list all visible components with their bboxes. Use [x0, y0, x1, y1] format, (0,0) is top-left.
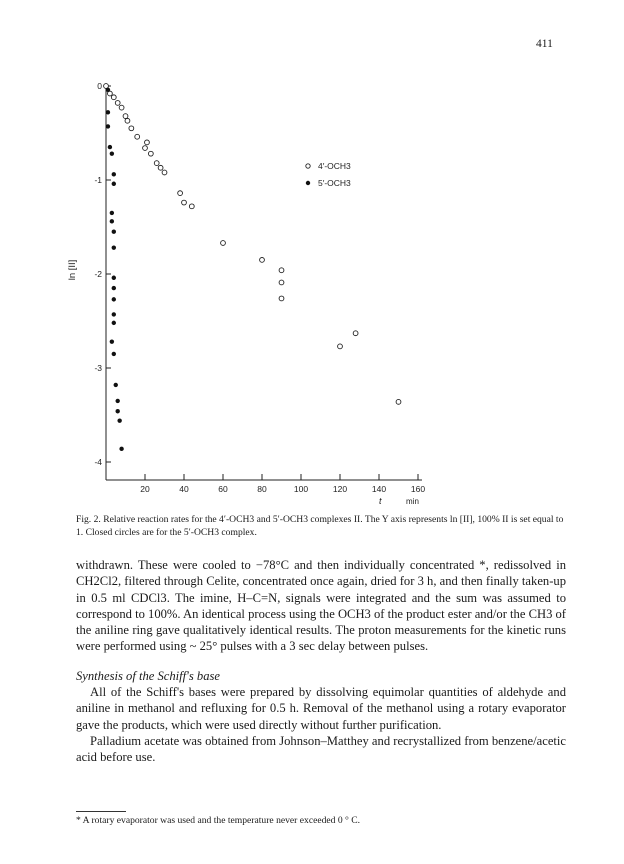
y-axis-label: ln [II] — [67, 259, 78, 281]
data-point-5-och3 — [106, 124, 110, 128]
data-point-4-och3 — [111, 95, 116, 100]
data-point-5-och3 — [116, 399, 120, 403]
data-point-5-och3 — [112, 352, 116, 356]
data-point-4-och3 — [279, 268, 284, 273]
x-tick-label: 160 — [410, 484, 426, 494]
data-point-4-och3 — [148, 151, 153, 156]
data-point-5-och3 — [119, 447, 123, 451]
paragraph-1: withdrawn. These were cooled to −78°C and then individually concentrated *, redissolved in CH2Cl2, filtered through Celite, concentrated once again, dried for 3 h, and then finally taken-up in 0.5 ml CDCl3. The imine, H–C=N, signals were integrated and the sum was assumed to correspond to 100%. An identical process using the OCH3 of the product ester and/or the CH3 of the aniline ring gave qualitatively identical results. The proton measurements for the kinetic runs were performed using ~ 25° pulses with a 3 sec delay between pulses. — [76, 558, 566, 654]
data-point-4-och3 — [119, 105, 124, 110]
legend-marker-filled — [306, 181, 310, 185]
data-point-5-och3 — [112, 245, 116, 249]
data-point-5-och3 — [117, 418, 121, 422]
x-ticks — [140, 474, 425, 494]
data-point-5-och3 — [108, 145, 112, 149]
x-tick-label: 40 — [179, 484, 189, 494]
page-number: 411 — [536, 38, 553, 50]
data-point-5-och3 — [114, 383, 118, 387]
axes — [106, 86, 422, 480]
section-heading: Synthesis of the Schiff's base — [76, 668, 221, 683]
paragraph-2: All of the Schiff's bases were prepared by dissolving equimolar quantities of aldehyde and aniline in methanol and refluxing for 0.5 h. Removal of the methanol using a rotary evaporator gave the products, which were used directly without further purification. — [76, 685, 566, 732]
data-point-4-och3 — [135, 134, 140, 139]
paragraph-3: Palladium acetate was obtained from Johnson–Matthey and recrystallized from benzene/acetic acid before use. — [76, 733, 566, 765]
legend-marker-open — [306, 164, 310, 168]
data-point-4-och3 — [338, 344, 343, 349]
figure-caption: Fig. 2. Relative reaction rates for the 4′-OCH3 and 5′-OCH3 complexes II. The Y axis represents ln [II], 100% II is set equal to 1. Closed circles are for the 5′-OCH3 complex. — [76, 514, 564, 538]
data-point-5-och3 — [112, 321, 116, 325]
data-point-4-och3 — [178, 191, 183, 196]
data-point-4-och3 — [129, 126, 134, 131]
body-text — [76, 557, 566, 766]
data-point-5-och3 — [112, 297, 116, 301]
data-point-5-och3 — [112, 312, 116, 316]
data-point-4-och3 — [162, 170, 167, 175]
data-point-4-och3 — [145, 140, 150, 145]
y-tick-label: 0 — [97, 81, 102, 91]
data-point-4-och3 — [221, 241, 226, 246]
data-point-4-och3 — [279, 296, 284, 301]
data-point-5-och3 — [116, 409, 120, 413]
x-tick-label: 120 — [332, 484, 348, 494]
data-point-4-och3 — [158, 165, 163, 170]
x-tick-label: 140 — [371, 484, 387, 494]
x-tick-label: 100 — [293, 484, 309, 494]
data-point-4-och3 — [279, 280, 284, 285]
data-point-5-och3 — [110, 211, 114, 215]
data-point-4-och3 — [115, 101, 120, 106]
data-point-4-och3 — [189, 204, 194, 209]
x-axis-label: t — [379, 496, 382, 505]
data-points — [104, 84, 401, 451]
data-point-5-och3 — [112, 172, 116, 176]
data-point-4-och3 — [353, 331, 358, 336]
data-point-5-och3 — [110, 219, 114, 223]
legend-label-4-och3: 4′-OCH3 — [318, 161, 351, 171]
footnote-rule — [76, 811, 126, 812]
legend — [306, 161, 351, 188]
data-point-4-och3 — [396, 399, 401, 404]
y-tick-label: -3 — [94, 363, 102, 373]
y-ticks — [94, 81, 111, 467]
data-point-4-och3 — [260, 258, 265, 263]
data-point-5-och3 — [112, 286, 116, 290]
y-tick-label: -4 — [94, 457, 102, 467]
data-point-4-och3 — [154, 161, 159, 166]
data-point-4-och3 — [143, 146, 148, 151]
data-point-5-och3 — [112, 230, 116, 234]
x-axis-unit: min — [406, 497, 419, 505]
data-point-4-och3 — [125, 118, 130, 123]
data-point-5-och3 — [106, 88, 110, 92]
x-tick-label: 20 — [140, 484, 150, 494]
data-point-5-och3 — [110, 339, 114, 343]
x-tick-label: 80 — [257, 484, 267, 494]
data-point-5-och3 — [106, 110, 110, 114]
y-tick-label: -2 — [94, 269, 102, 279]
data-point-5-och3 — [110, 151, 114, 155]
y-tick-label: -1 — [94, 175, 102, 185]
legend-label-5-och3: 5′-OCH3 — [318, 178, 351, 188]
data-point-5-och3 — [112, 276, 116, 280]
data-point-4-och3 — [182, 200, 187, 205]
data-point-5-och3 — [112, 182, 116, 186]
x-tick-label: 60 — [218, 484, 228, 494]
data-point-4-och3 — [123, 114, 128, 119]
footnote: * A rotary evaporator was used and the temperature never exceeded 0 ° C. — [76, 815, 361, 826]
